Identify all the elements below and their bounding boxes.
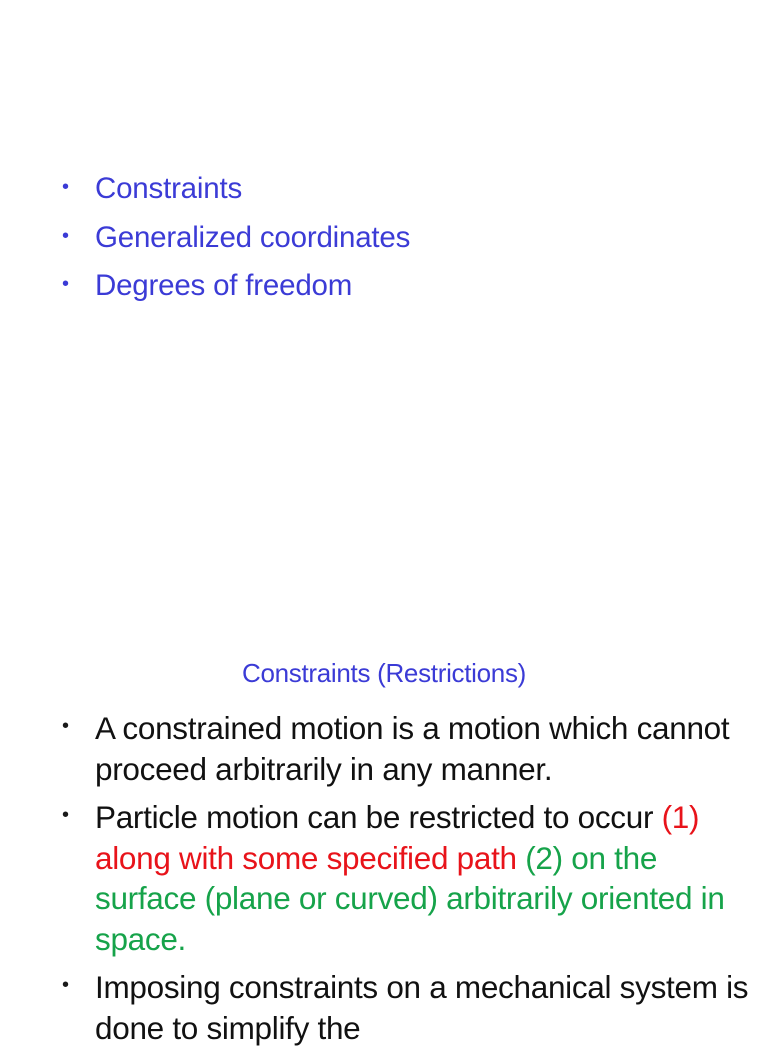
point-text-plain: Particle motion can be restricted to occur: [95, 799, 662, 835]
point-item: [62, 967, 752, 1048]
point-text: Imposing constraints on a mechanical system is done to simplify the: [95, 969, 749, 1046]
point-text: A constrained motion is a motion which cannot proceed arbitrarily in any manner.: [95, 710, 730, 787]
bullet-icon: •: [62, 176, 69, 198]
bullet-icon: •: [62, 974, 70, 996]
point-text: [95, 797, 752, 959]
bullet-icon: •: [62, 273, 69, 295]
bullet-icon: •: [62, 715, 70, 737]
topic-label: Degrees of freedom: [95, 269, 353, 302]
topic-label: Constraints: [95, 172, 242, 205]
highlight-green: (2) on the surface (plane or curved) arbitrarily oriented in space.: [95, 839, 725, 957]
topic-item: [62, 267, 410, 316]
bullet-icon: •: [62, 224, 69, 247]
topic-list: [62, 170, 410, 316]
topic-label: Generalized coordinates: [95, 220, 411, 254]
bullet-icon: •: [62, 804, 70, 826]
section-title: Constraints (Restrictions): [241, 658, 527, 688]
highlight-red: (1) along with some specified path: [95, 799, 700, 876]
point-list: [62, 708, 752, 1056]
topic-item: [62, 170, 410, 219]
slide-constraints: [0, 640, 768, 1046]
topic-item: [62, 219, 410, 268]
point-item: [62, 797, 752, 959]
point-item: [62, 708, 752, 789]
